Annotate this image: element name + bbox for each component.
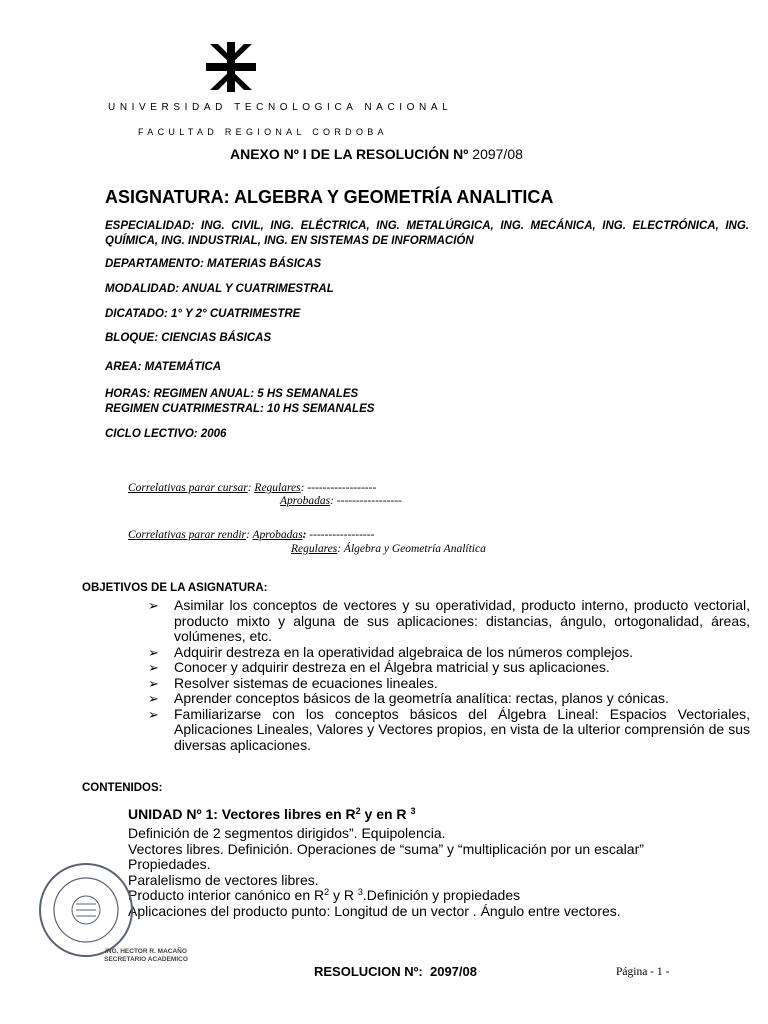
list-item: ➢ Adquirir destreza en la operatividad algebraica de los números complejos. <box>148 643 634 660</box>
signature-block <box>96 948 196 964</box>
content-line: Paralelismo de vectores libres. <box>128 871 319 888</box>
contenidos-heading: CONTENIDOS: <box>82 782 163 794</box>
unit-1-content <box>128 826 728 919</box>
annex-number: 2097/08 <box>472 146 523 162</box>
arrow-bullet-icon: ➢ <box>148 660 159 675</box>
list-item: ➢ Resolver sistemas de ecuaciones lineales. <box>148 674 438 691</box>
arrow-bullet-icon: ➢ <box>148 644 159 660</box>
objetivos-list <box>148 598 750 753</box>
content-line: Aplicaciones del producto punto: Longitud de un vector . Ángulo entre vectores. <box>128 902 621 919</box>
dictado-line: DICATADO: 1° Y 2° CUATRIMESTRE <box>105 308 301 320</box>
content-line: Producto interior canónico en $R^2$ y R $^3$.Definición y propiedades <box>128 887 521 903</box>
signatory-title: SECRETARIO ACADEMICO <box>104 956 188 963</box>
horas-anual-line: HORAS: REGIMEN ANUAL: 5 HS SEMANALES <box>105 388 359 400</box>
list-item: ➢ Aprender conceptos básicos de la geometría analítica: rectas, planos y cónicas. <box>148 690 669 706</box>
bloque-line: BLOQUE: CIENCIAS BÁSICAS <box>105 332 272 344</box>
correlativas-rendir-aprobadas: Correlativas parar rendir: Aprobadas: ----------------- <box>128 529 375 541</box>
content-line: Vectores libres. Definición. Operaciones de “suma” y “multiplicación por un escalar” <box>128 840 644 857</box>
modalidad-line: MODALIDAD: ANUAL Y CUATRIMESTRAL <box>105 283 334 295</box>
university-name: UNIVERSIDAD TECNOLOGICA NACIONAL <box>108 102 453 113</box>
content-line: Propiedades. <box>128 856 211 872</box>
aprobadas-label: Aprobadas <box>280 495 331 507</box>
aprobadas-rendir-value: ----------------- <box>309 529 375 541</box>
aprobadas-label: Aprobadas <box>252 529 303 541</box>
arrow-bullet-icon: ➢ <box>148 691 159 706</box>
arrow-bullet-icon: ➢ <box>148 598 159 613</box>
list-item: ➢ Conocer y adquirir destreza en el Álgebra matricial y sus aplicaciones. <box>148 659 610 675</box>
page-number: Página - 1 - <box>616 966 670 978</box>
area-line: AREA: MATEMÁTICA <box>105 361 222 373</box>
correlativas-cursar-label: Correlativas parar cursar <box>128 482 248 494</box>
objetivos-heading: OBJETIVOS DE LA ASIGNATURA: <box>82 582 268 594</box>
footer-resolution: RESOLUCION Nº: 2097/08 <box>314 964 477 979</box>
ciclo-line: CICLO LECTIVO: 2006 <box>105 428 227 440</box>
faculty-name: FACULTAD REGIONAL CORDOBA <box>138 127 388 137</box>
regulares-rendir-value: Álgebra y Geometría Analítica <box>343 543 486 555</box>
correlativas-rendir-label: Correlativas parar rendir <box>128 529 246 541</box>
unit-1-title: UNIDAD Nº 1: Vectores libres en $R^2$ y en R $^3$ <box>128 806 416 822</box>
horas-cuatrimestral-line: REGIMEN CUATRIMESTRAL: 10 HS SEMANALES <box>105 403 375 415</box>
arrow-bullet-icon: ➢ <box>148 675 159 691</box>
signatory-name: ING. HECTOR R. MACAÑO <box>105 948 187 955</box>
regulares-label: Regulares <box>254 482 301 494</box>
aprobadas-cursar-value: ----------------- <box>336 495 402 507</box>
list-item: ➢ Asimilar los conceptos de vectores y su operatividad, producto interno, producto vectorial, producto mixto y alguna de sus aplicaciones: distancias, ángulo, ortogonalidad, áreas, volúmenes, etc. <box>148 597 750 644</box>
departamento-line: DEPARTAMENTO: MATERIAS BÁSICAS <box>105 258 322 270</box>
regulares-label: Regulares <box>291 543 338 555</box>
content-line: Definición de 2 segmentos dirigidos”. Equipolencia. <box>128 825 446 841</box>
especialidad-line: ESPECIALIDAD: ING. CIVIL, ING. ELÉCTRICA, ING. METALÚRGICA, ING. MECÁNICA, ING. ELECTRÓNICA, ING. QUÍMICA, ING. INDUSTRIAL, ING. EN SISTEMAS DE INFORMACIÓN <box>105 220 749 247</box>
annex-heading <box>230 146 523 162</box>
utn-logo-icon <box>206 42 256 92</box>
correlativas-rendir-regulares: Regulares: Álgebra y Geometría Analítica <box>291 543 486 555</box>
correlativas-cursar-regulares: Correlativas parar cursar: Regulares: ------------------ <box>128 482 377 494</box>
list-item: ➢ Familiarizarse con los conceptos básicos del Álgebra Lineal: Espacios Vectoriales, Aplicaciones Lineales, Valores y Vectores propios, en vista de la ulterior comprensión de sus diversas aplicaciones. <box>148 705 750 753</box>
university-seal-icon <box>36 860 136 960</box>
regulares-cursar-value: ------------------ <box>307 482 377 494</box>
subject-title: ASIGNATURA: ALGEBRA Y GEOMETRÍA ANALITICA <box>105 187 554 207</box>
arrow-bullet-icon: ➢ <box>148 706 159 722</box>
correlativas-cursar-aprobadas: Aprobadas: ----------------- <box>280 495 402 507</box>
annex-label: ANEXO Nº I DE LA RESOLUCIÓN Nº <box>230 146 469 162</box>
